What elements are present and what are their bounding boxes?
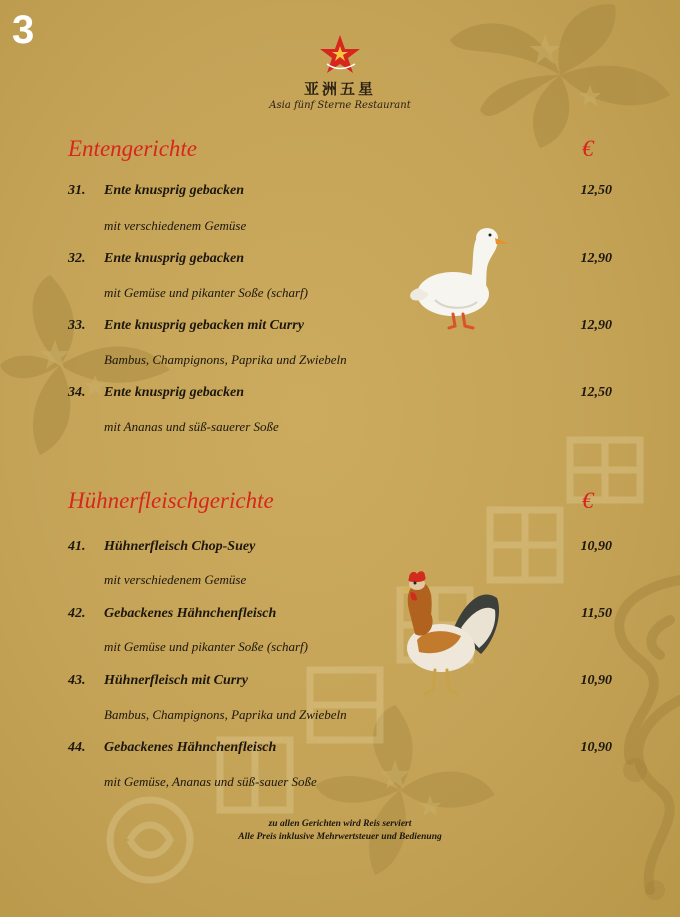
menu-footer (150, 818, 530, 844)
item-description: mit Gemüse, Ananas und süß-sauer Soße (104, 774, 317, 789)
item-number: 42. (68, 606, 86, 621)
item-price: 11,50 (581, 606, 612, 621)
menu-item (68, 251, 618, 271)
item-description: mit verschiedenem Gemüse (104, 572, 247, 587)
item-price: 10,90 (580, 740, 612, 755)
red-star-logo-icon (315, 34, 365, 76)
item-description: mit Gemüse und pikanter Soße (scharf) (104, 639, 308, 654)
menu-item (68, 183, 618, 203)
item-price: 12,50 (580, 183, 612, 198)
menu-item (68, 385, 618, 405)
menu-item (68, 673, 618, 693)
item-name: Ente knusprig gebacken (104, 385, 245, 400)
menu-item (68, 740, 618, 760)
item-description: mit Ananas und süß-sauerer Soße (104, 419, 279, 434)
item-name: Gebackenes Hähnchenfleisch (104, 740, 277, 755)
item-description: Bambus, Champignons, Paprika und Zwiebeln (104, 707, 347, 722)
item-description: Bambus, Champignons, Paprika und Zwiebeln (104, 352, 347, 367)
item-number: 43. (68, 673, 86, 688)
item-description: mit verschiedenem Gemüse (104, 218, 247, 233)
page-number: 3 (12, 8, 35, 52)
section-title-chicken: Hühnerfleischgerichte (68, 488, 274, 513)
menu-item (68, 606, 618, 626)
item-number: 33. (68, 318, 86, 333)
duck-illustration (405, 222, 515, 334)
item-number: 34. (68, 385, 86, 400)
item-number: 41. (68, 539, 86, 554)
item-name: Hühnerfleisch Chop-Suey (104, 539, 256, 554)
footer-price-note: Alle Preis inklusive Mehrwertsteuer und Bedienung (238, 832, 442, 842)
item-number: 31. (68, 183, 86, 198)
logo-subtitle: Asia fünf Sterne Restaurant (269, 100, 411, 111)
item-price: 10,90 (580, 673, 612, 688)
item-number: 44. (68, 740, 86, 755)
item-name: Ente knusprig gebacken mit Curry (104, 318, 304, 333)
restaurant-logo (260, 34, 420, 111)
item-price: 10,90 (580, 539, 612, 554)
footer-rice-note: zu allen Gerichten wird Reis serviert (268, 819, 412, 829)
rooster-illustration (395, 570, 505, 705)
item-number: 32. (68, 251, 86, 266)
section-currency-duck: € (582, 136, 594, 161)
item-name: Ente knusprig gebacken (104, 183, 245, 198)
menu-item (68, 318, 618, 338)
item-name: Gebackenes Hähnchenfleisch (104, 606, 277, 621)
flower-decoration-top-right (440, 0, 680, 150)
item-description: mit Gemüse und pikanter Soße (scharf) (104, 285, 308, 300)
item-name: Ente knusprig gebacken (104, 251, 245, 266)
section-currency-chicken: € (582, 488, 594, 513)
menu-item (68, 539, 618, 559)
item-price: 12,90 (580, 318, 612, 333)
logo-chinese-name: 亚洲五星 (303, 80, 376, 98)
section-title-duck: Entengerichte (68, 136, 198, 161)
item-price: 12,50 (580, 385, 612, 400)
item-price: 12,90 (580, 251, 612, 266)
item-name: Hühnerfleisch mit Curry (104, 673, 248, 688)
